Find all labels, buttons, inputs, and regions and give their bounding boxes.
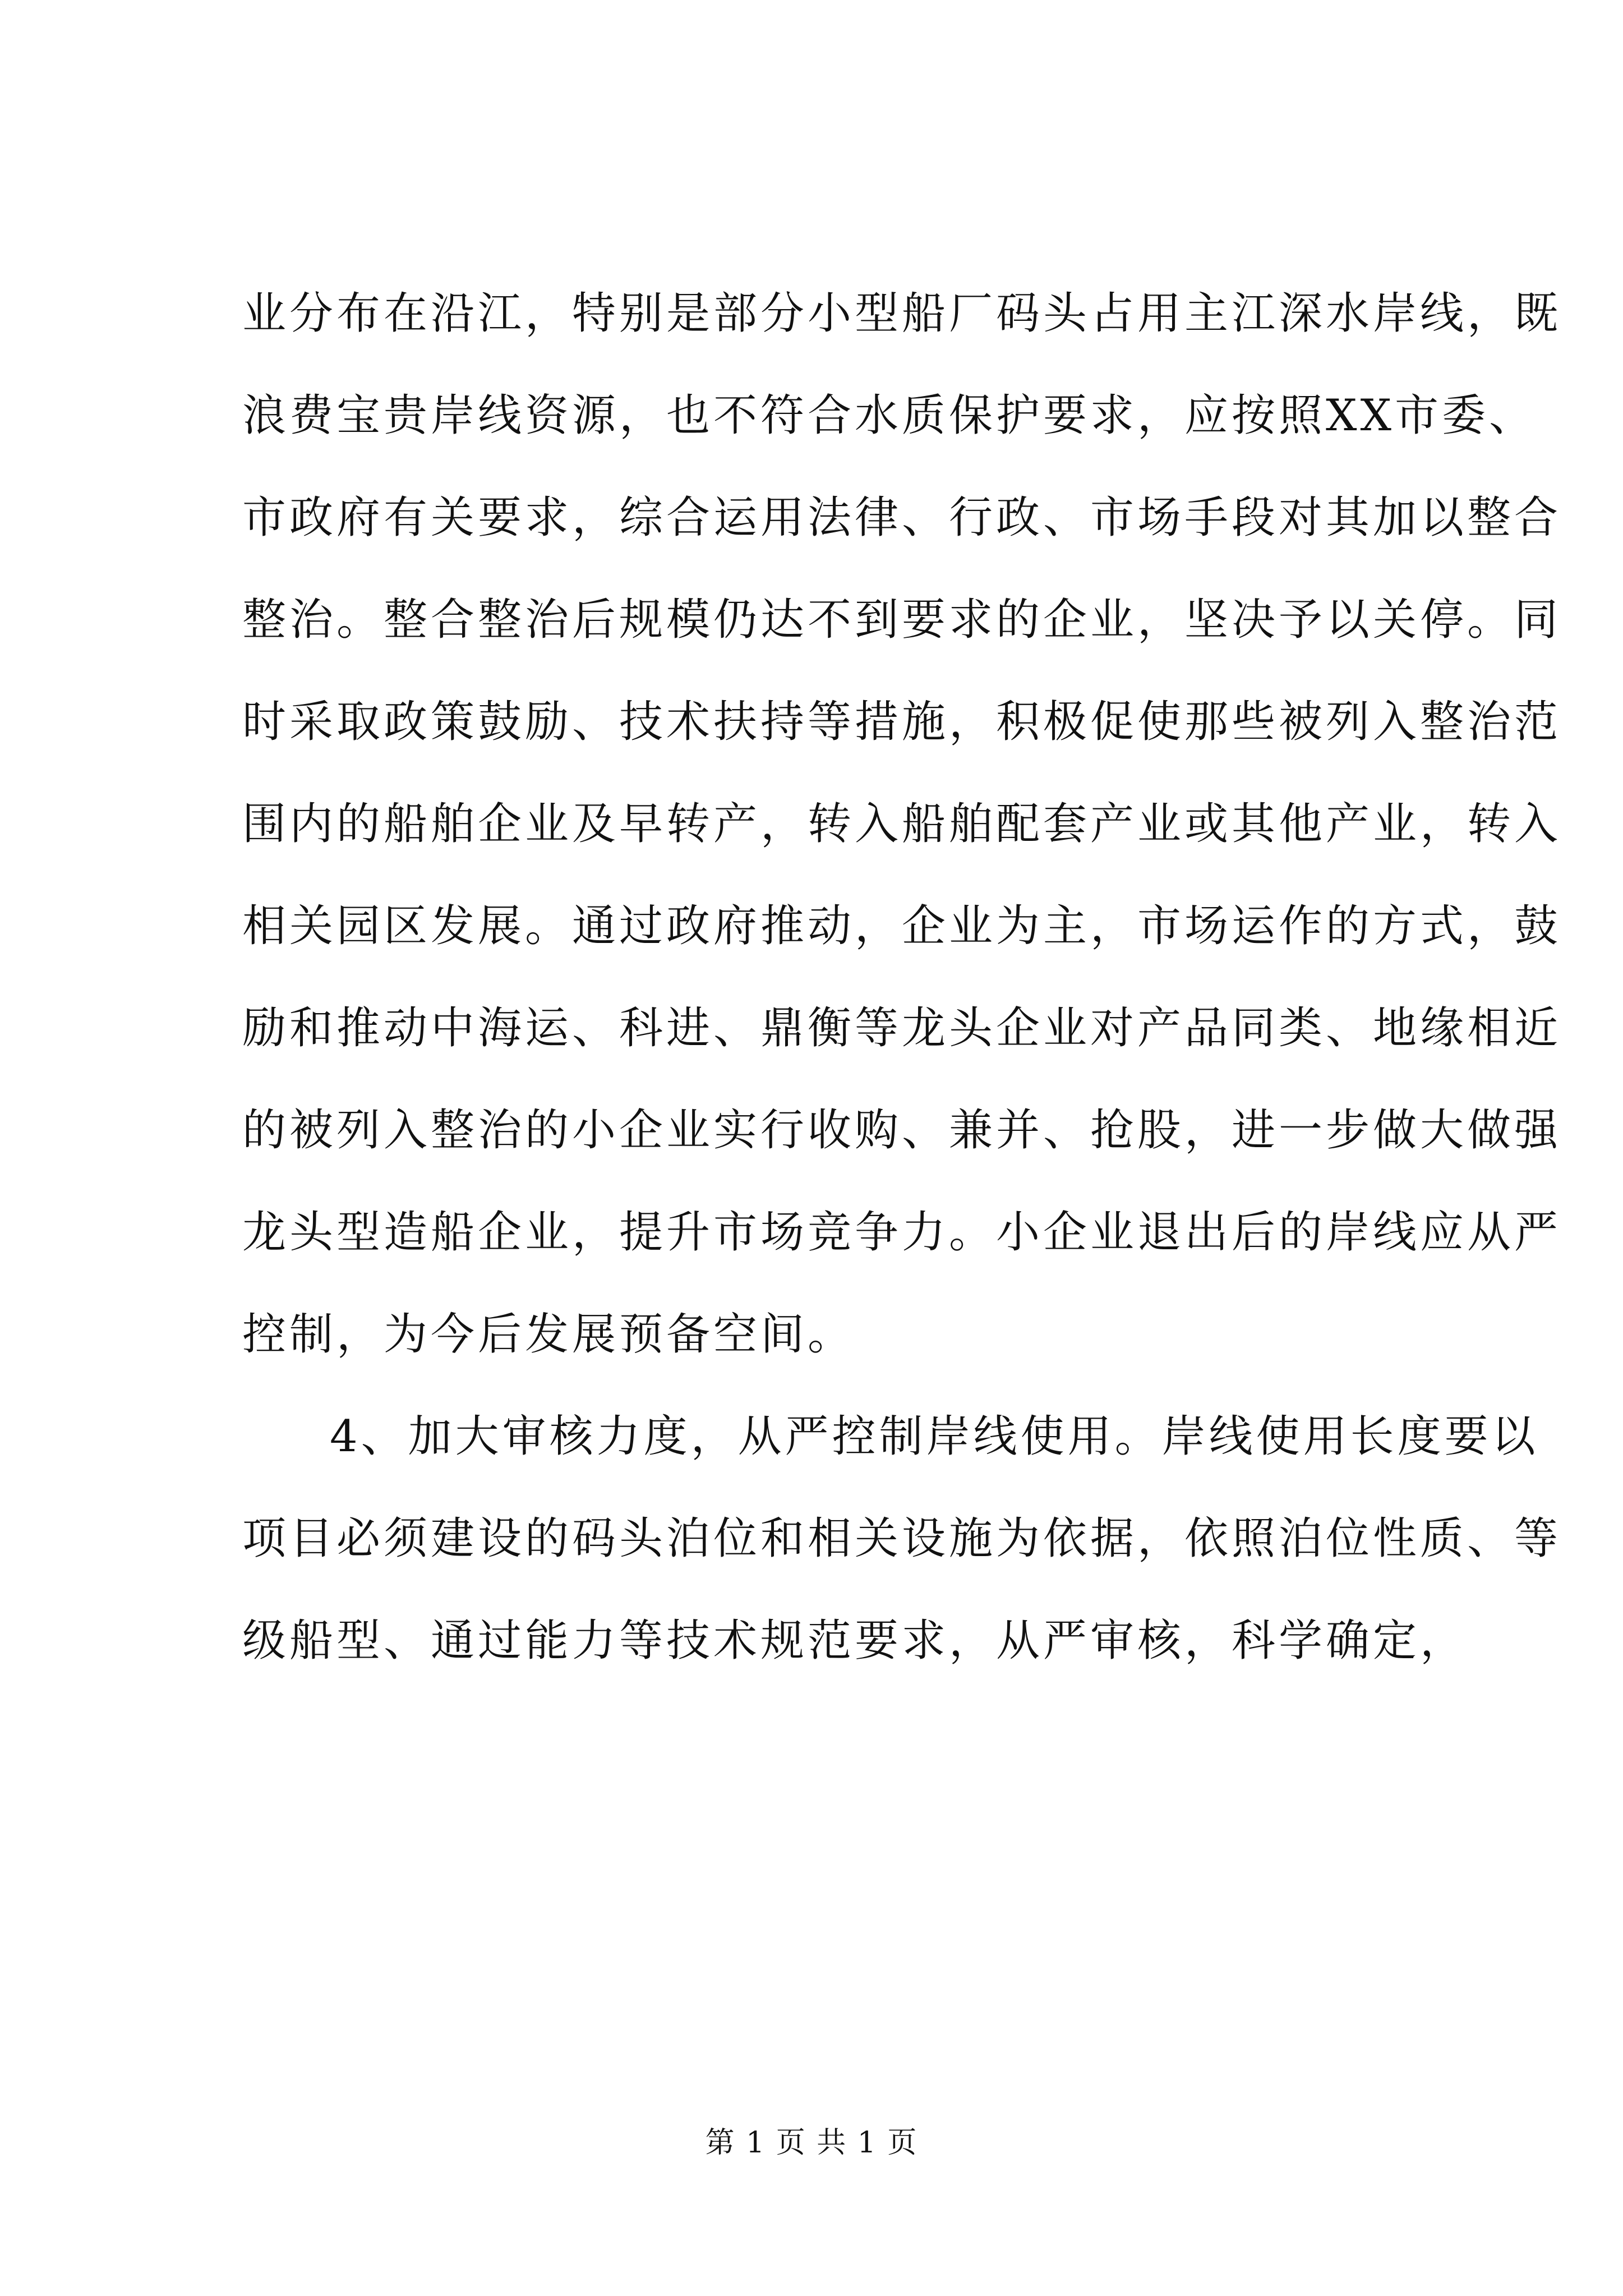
text-line: 控制，为今后发展预备空间。	[242, 1309, 855, 1360]
text-line: 整治。整合整治后规模仍达不到要求的企业，坚决予以关停。同	[242, 595, 1562, 645]
document-body	[242, 263, 1562, 1692]
text-line: 级船型、通过能力等技术规范要求，从严审核，科学确定，	[242, 1616, 1468, 1666]
paragraph-start-line: 4、加大审核力度，从严控制岸线使用。岸线使用长度要以	[330, 1411, 1539, 1462]
page-footer	[0, 2120, 1623, 2165]
text-line: 龙头型造船企业，提升市场竞争力。小企业退出后的岸线应从严	[242, 1207, 1562, 1258]
text-line: 市政府有关要求，综合运用法律、行政、市场手段对其加以整合	[242, 493, 1562, 543]
text-line: 项目必须建设的码头泊位和相关设施为依据，依照泊位性质、等	[242, 1513, 1562, 1564]
text-line: 围内的船舶企业及早转产，转入船舶配套产业或其他产业，转入	[242, 799, 1562, 849]
page-number-label: 第 1 页 共 1 页	[705, 2126, 918, 2160]
text-line: 浪费宝贵岸线资源，也不符合水质保护要求，应按照XX市委、	[242, 390, 1537, 441]
text-line: 时采取政策鼓励、技术扶持等措施，积极促使那些被列入整治范	[242, 697, 1562, 747]
text-line: 励和推动中海运、科进、鼎衡等龙头企业对产品同类、地缘相近	[242, 1003, 1562, 1053]
text-line: 相关园区发展。通过政府推动，企业为主，市场运作的方式，鼓	[242, 901, 1562, 951]
text-line: 业分布在沿江，特别是部分小型船厂码头占用主江深水岸线，既	[242, 288, 1562, 339]
text-line: 的被列入整治的小企业实行收购、兼并、抢股，进一步做大做强	[242, 1105, 1562, 1156]
